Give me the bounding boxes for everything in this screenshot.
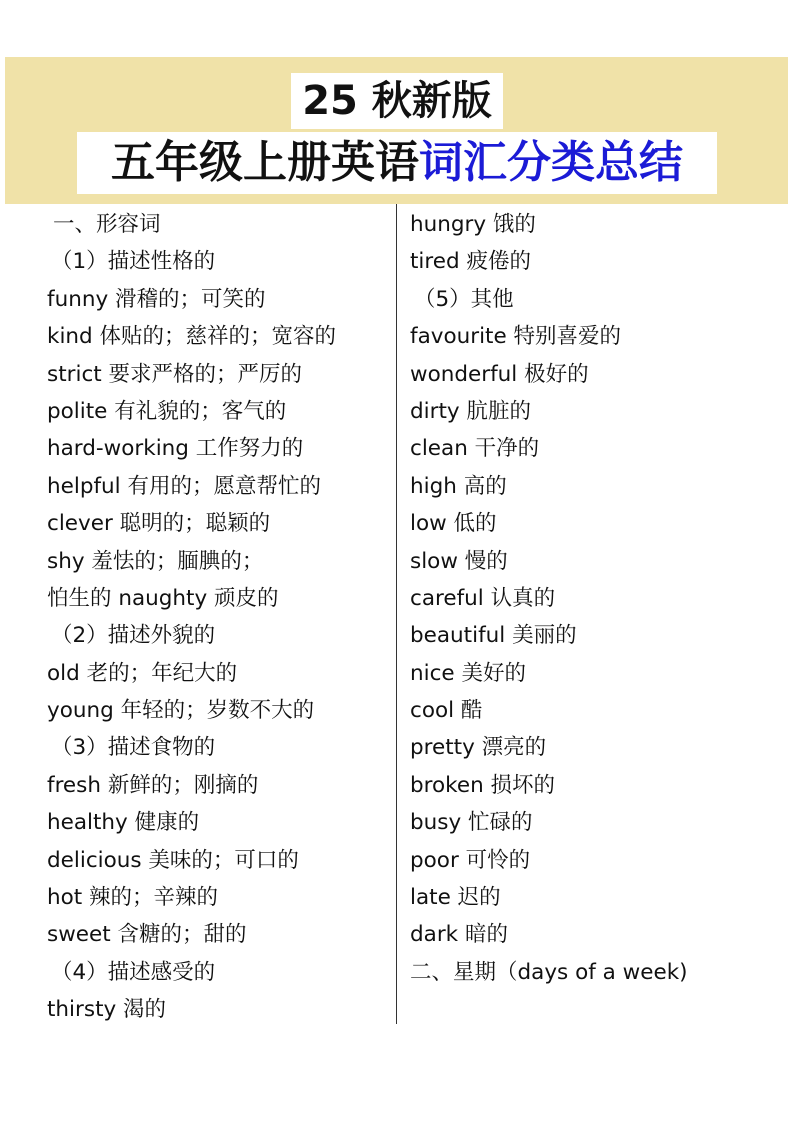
vocab-entry: young 年轻的；岁数不大的 [47,698,315,724]
vocab-entry: polite 有礼貌的；客气的 [47,398,287,424]
vocab-entry: broken 损坏的 [410,772,556,798]
vocab-entry: helpful 有用的；愿意帮忙的 [47,473,321,499]
vocab-entry: beautiful 美丽的 [410,623,577,649]
vocab-entry: hungry 饿的 [410,212,536,237]
left-vocabulary-column [47,206,392,1029]
vocab-entry: 怕生的 naughty 顽皮的 [47,585,279,611]
right-vocabulary-column [410,206,785,991]
edition-title-text: 25 秋新版 [302,78,492,124]
column-divider [396,204,397,1024]
page-title-topic: 词汇分类总结 [419,137,683,188]
vocab-entry: dirty 肮脏的 [410,398,531,424]
vocab-entry: cool 酷 [410,698,483,724]
vocab-entry: pretty 漂亮的 [410,735,547,761]
section-heading: 一、形容词 [53,212,161,237]
vocab-entry: late 迟的 [410,885,501,911]
page-title-grade: 五年级上册英语 [111,137,419,188]
vocab-entry: busy 忙碌的 [410,810,533,836]
vocab-entry: fresh 新鲜的；刚摘的 [47,772,259,798]
subsection-heading: （1）描述性格的 [51,249,216,275]
vocab-entry: high 高的 [410,473,507,499]
vocab-entry: tired 疲倦的 [410,249,531,275]
vocab-entry: favourite 特别喜爱的 [410,324,622,350]
vocab-entry: careful 认真的 [410,585,556,611]
vocab-entry: clever 聪明的；聪颖的 [47,511,271,537]
subsection-heading: （4）描述感受的 [51,959,216,985]
vocab-entry: hot 辣的；辛辣的 [47,885,219,911]
vocab-entry: slow 慢的 [410,548,508,574]
vocab-entry: sweet 含糖的；甜的 [47,922,247,948]
vocab-entry: dark 暗的 [410,922,508,948]
edition-title [291,73,503,129]
vocab-entry: strict 要求严格的；严厉的 [47,361,303,387]
vocab-entry: hard-working 工作努力的 [47,436,304,462]
vocab-entry: low 低的 [410,511,497,537]
page-title [77,132,717,194]
vocab-entry: funny 滑稽的；可笑的 [47,286,266,312]
vocab-entry: wonderful 极好的 [410,361,589,387]
vocab-entry: nice 美好的 [410,660,526,686]
vocab-entry: healthy 健康的 [47,810,200,836]
vocab-entry: clean 干净的 [410,436,540,462]
subsection-heading: （5）其他 [414,286,514,312]
vocab-entry: 二、星期（days of a week) [410,959,688,985]
vocab-entry: old 老的；年纪大的 [47,660,238,686]
vocab-entry: delicious 美味的；可口的 [47,847,299,873]
vocab-entry: kind 体贴的；慈祥的；宽容的 [47,324,337,350]
subsection-heading: （2）描述外貌的 [51,623,216,649]
vocab-entry: thirsty 渴的 [47,997,167,1023]
vocab-entry: shy 羞怯的；腼腆的； [47,548,264,574]
subsection-heading: （3）描述食物的 [51,735,216,761]
vocab-entry: poor 可怜的 [410,847,531,873]
